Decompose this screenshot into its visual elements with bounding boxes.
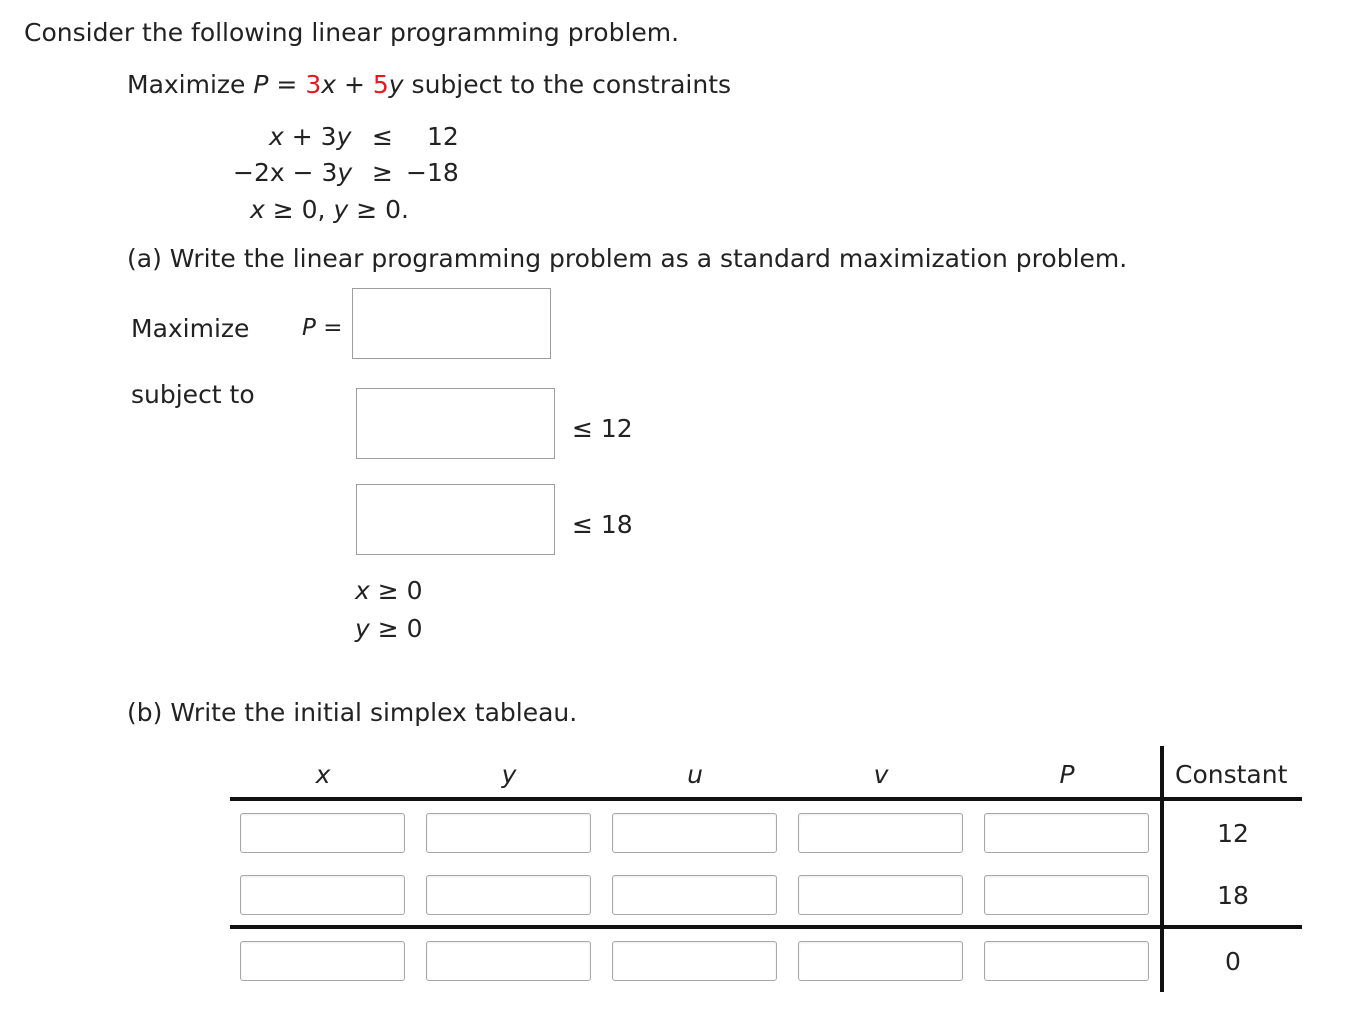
intro-text: Consider the following linear programming problem. — [24, 18, 680, 47]
objective-plus: + — [343, 70, 365, 99]
tableau-objective-rule — [230, 925, 1302, 929]
tableau-input-r1-c4[interactable] — [798, 813, 963, 853]
constraint-1-rhs: 12 — [427, 122, 459, 151]
tableau-constant-divider — [1160, 746, 1164, 992]
constraint-2-bound: ≤ 18 — [572, 510, 633, 539]
part-a-nonneg-x — [355, 578, 423, 603]
part-a-nonneg-x-rest: ≥ 0 — [377, 576, 423, 605]
part-a-equals: = — [323, 315, 343, 341]
constraint-1-lhs — [269, 124, 351, 149]
objective-input[interactable] — [352, 288, 551, 359]
tableau-input-r3-c2[interactable] — [426, 941, 591, 981]
tableau-input-r2-c5[interactable] — [984, 875, 1149, 915]
objective-coef-x: 3 — [305, 70, 322, 99]
constraint-2-rhs: −18 — [406, 158, 459, 187]
part-a-subject-to: subject to — [131, 380, 255, 409]
maximize-word: Maximize — [127, 70, 246, 99]
tableau-input-r1-c3[interactable] — [612, 813, 777, 853]
objective-line — [127, 72, 731, 97]
constraint-2-rest: − 3 — [292, 158, 338, 187]
col-header-u: u — [687, 760, 703, 789]
constraint-1-x: x — [269, 122, 284, 151]
constraint-2-input[interactable] — [356, 484, 555, 555]
objective-equals: = — [276, 70, 298, 99]
nonneg-y-rest: ≥ 0. — [356, 195, 409, 224]
tableau-input-r2-c3[interactable] — [612, 875, 777, 915]
objective-var-y: y — [388, 70, 404, 99]
objective-coef-y: 5 — [372, 70, 389, 99]
part-a-nonneg-x-var: x — [355, 576, 370, 605]
part-a-nonneg-y-rest: ≥ 0 — [377, 614, 423, 643]
tableau-input-r3-c1[interactable] — [240, 941, 405, 981]
constraint-2-lhs — [233, 160, 352, 185]
tableau-input-r1-c2[interactable] — [426, 813, 591, 853]
col-header-v: v — [873, 760, 889, 789]
constraint-2-y: y — [337, 158, 353, 187]
tableau-constant-r3: 0 — [1225, 947, 1241, 976]
tableau-input-r3-c3[interactable] — [612, 941, 777, 981]
col-header-constant: Constant — [1175, 760, 1288, 789]
tableau-input-r3-c4[interactable] — [798, 941, 963, 981]
tableau-input-r2-c1[interactable] — [240, 875, 405, 915]
tableau-input-r1-c5[interactable] — [984, 813, 1149, 853]
constraint-1-rest: + 3 — [291, 122, 337, 151]
part-b-prompt: (b) Write the initial simplex tableau. — [127, 698, 578, 727]
col-header-x: x — [315, 760, 331, 789]
part-a-nonneg-y-var: y — [355, 614, 370, 643]
tableau-constant-r1: 12 — [1217, 819, 1249, 848]
tableau-header-rule — [230, 797, 1302, 801]
constraint-1-op: ≤ — [372, 122, 393, 151]
constraint-2-op: ≥ — [372, 158, 393, 187]
nonneg-y: y — [333, 195, 349, 224]
part-a-p-var: P — [302, 315, 316, 341]
constraint-1-y: y — [336, 122, 352, 151]
nonneg-x-rest: ≥ 0, — [272, 195, 326, 224]
col-header-y: y — [501, 760, 517, 789]
tableau-input-r2-c2[interactable] — [426, 875, 591, 915]
tableau-input-r3-c5[interactable] — [984, 941, 1149, 981]
part-a-maximize-label: Maximize — [131, 314, 250, 343]
part-a-prompt: (a) Write the linear programming problem as a standard maximization problem. — [127, 244, 1128, 273]
objective-var-p: P — [253, 70, 269, 99]
tableau-input-r1-c1[interactable] — [240, 813, 405, 853]
objective-var-x: x — [321, 70, 337, 99]
tableau-input-r2-c4[interactable] — [798, 875, 963, 915]
col-header-p: P — [1059, 760, 1075, 789]
tableau-constant-r2: 18 — [1217, 881, 1249, 910]
constraint-1-bound: ≤ 12 — [572, 414, 633, 443]
part-a-p-label — [302, 317, 342, 340]
nonneg-line — [250, 197, 409, 222]
objective-suffix: subject to the constraints — [411, 70, 732, 99]
nonneg-x: x — [250, 195, 265, 224]
part-a-nonneg-y — [355, 616, 423, 641]
constraint-2-x: −2x — [233, 158, 285, 187]
constraint-1-input[interactable] — [356, 388, 555, 459]
